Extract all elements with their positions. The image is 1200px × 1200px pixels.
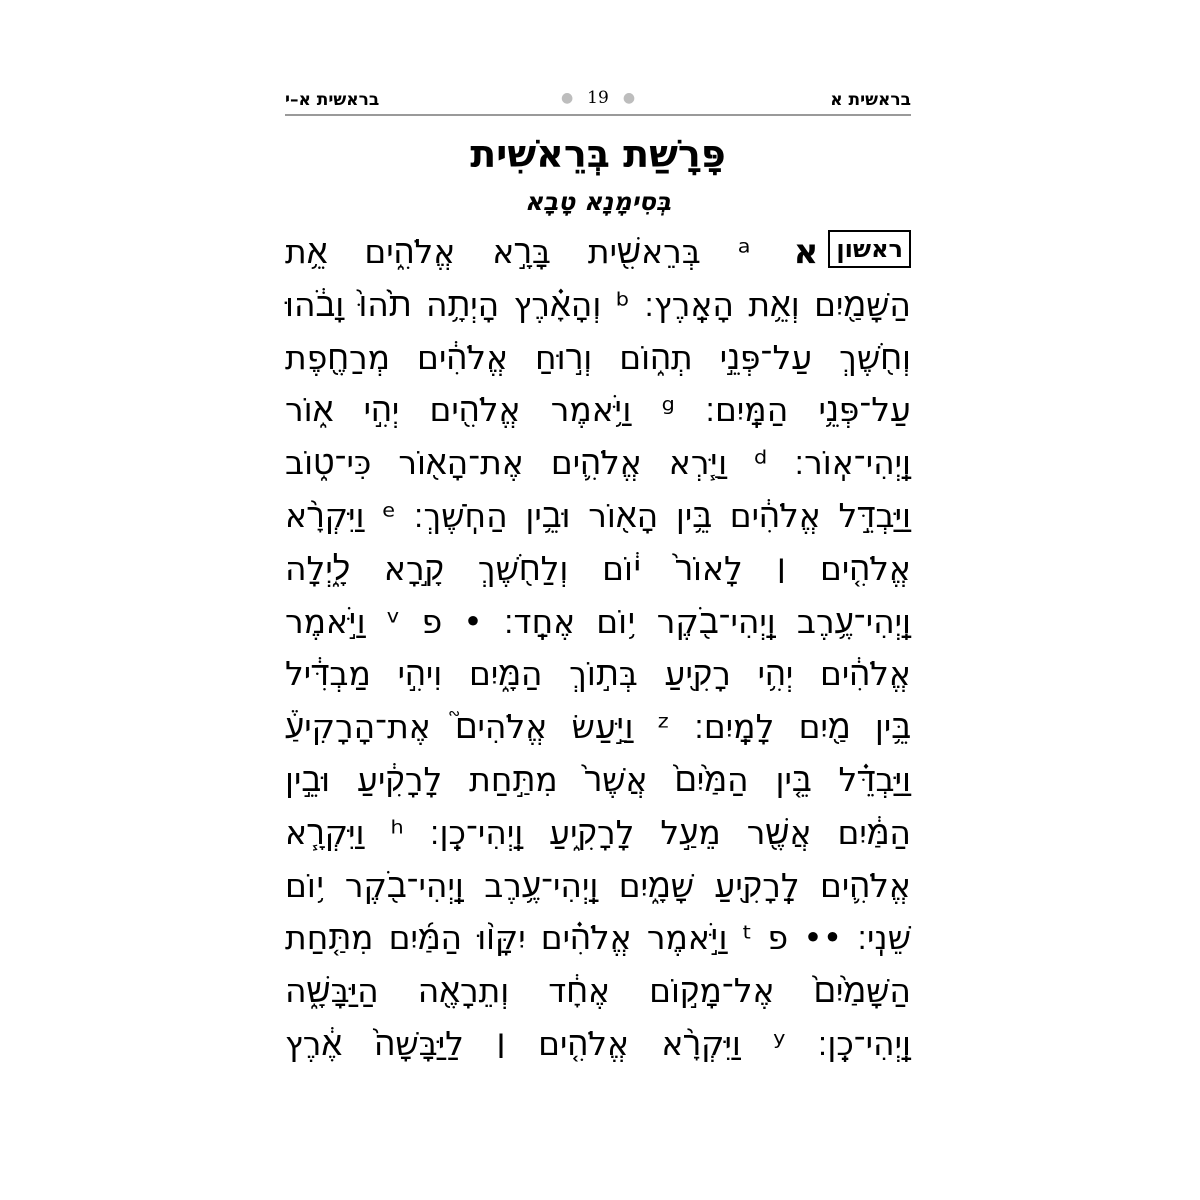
chapter-number: א	[793, 232, 819, 272]
page-number: 19	[587, 88, 609, 108]
text-line: וַֽיְהִי־אֽוֹר׃ ᵈ וַיַּ֧רְא אֱלֹהִ֛ים אֶת־הָא֖וֹר כִּי־ט֑וֹב	[285, 443, 911, 483]
text-line: הַשָּׁמַ֖יִם וְאֵ֥ת הָאָֽרֶץ׃ ᵇ וְהָאָ֗רֶץ הָיְתָ֥ה תֹ֙הוּ֙ וָבֹ֔הוּ	[285, 284, 911, 324]
text-line: הַמַּ֔יִם אֲשֶׁ֖ר מֵעַ֣ל לָרָקִ֑יעַ וַֽיְהִי־כֵֽן׃ ʰ וַיִּקְרָ֧א	[285, 812, 911, 852]
header-book-chapter: בראשית א	[830, 90, 911, 110]
running-header	[285, 88, 911, 110]
text-line: הַשָּׁמַ֙יִם֙ אֶל־מָק֣וֹם אֶחָ֔ד וְתֵרָאֶ֖ה הַיַּבָּשָׁ֑ה	[285, 971, 911, 1011]
text-line: וַֽיְהִי־עֶ֥רֶב וַֽיְהִי־בֹ֖קֶר י֥וֹם אֶחָֽד׃ • פ ᵛ וַיֹּ֣אמֶר	[285, 601, 912, 641]
text-line: בֵּ֥ין מַ֖יִם לָמָֽיִם׃ ᶻ וַיַּ֣עַשׂ אֱלֹהִים֮ אֶת־הָרָקִיעַ֒	[285, 707, 911, 747]
text-line: אֱלֹהִ֤ים ׀ לָאוֹר֙ י֔וֹם וְלַחֹ֖שֶׁךְ קָ֣רָא לָ֑יְלָה	[285, 548, 911, 588]
text-line: וַיַּבְדֵּ֗ל בֵּ֤ין הַמַּ֙יִם֙ אֲשֶׁר֙ מִתַּ֣חַת לָרָקִ֔יעַ וּבֵ֣ין	[285, 759, 911, 799]
first-line-text: ᵃ בְּרֵאשִׁ֖ית בָּרָ֣א אֱלֹהִ֑ים אֵ֥ת	[285, 232, 751, 271]
text-line: עַל־פְּנֵ֥י הַמָּֽיִם׃ ᵍ וַיֹּ֥אמֶר אֱלֹהִ֖ים יְהִ֣י א֑וֹר	[285, 390, 911, 430]
dot-icon: ●	[622, 90, 636, 106]
text-line: אֱלֹהִ֛ים לָֽרָקִ֖יעַ שָׁמָ֑יִם וַֽיְהִי־עֶ֥רֶב וַֽיְהִי־בֹ֖קֶר י֥וֹם	[285, 865, 911, 905]
parashah-title: פָּרָשַׁת בְּרֵאשִׁית	[470, 132, 726, 176]
header-rule	[285, 114, 911, 116]
text-line: וְחֹ֖שֶׁךְ עַל־פְּנֵ֣י תְה֑וֹם וְר֣וּחַ אֱלֹהִ֔ים מְרַחֶ֖פֶת	[285, 337, 911, 377]
dot-icon: ●	[560, 90, 574, 106]
text-line: וַיַּבְדֵּ֣ל אֱלֹהִ֔ים בֵּ֥ין הָא֖וֹר וּבֵ֥ין הַחֹֽשֶׁךְ׃ ᵉ וַיִּקְרָ֨א	[285, 495, 911, 535]
aliyah-label: ראשון	[828, 230, 911, 268]
text-body	[285, 226, 911, 1071]
parashah-subtitle: בְּסִימָנָא טָבָא	[524, 187, 672, 216]
text-line: וַֽיְהִי־כֵֽן׃ ʸ וַיִּקְרָ֨א אֱלֹהִ֤ים ׀ לַיַּבָּשָׁה֙ אֶ֔רֶץ	[285, 1023, 911, 1063]
text-line	[285, 226, 911, 279]
header-range: בראשית א–י	[285, 90, 380, 110]
text-line: שֵׁנִֽי׃ •• פ ᵗ וַיֹּ֣אמֶר אֱלֹהִ֗ים יִקָּו֨וּ הַמַּ֜יִם מִתַּ֤חַת	[285, 918, 911, 958]
text-line: אֱלֹהִ֔ים יְהִ֥י רָקִ֖יעַ בְּת֣וֹךְ הַמָּ֑יִם וִיהִ֣י מַבְדִּ֔יל	[285, 654, 911, 694]
